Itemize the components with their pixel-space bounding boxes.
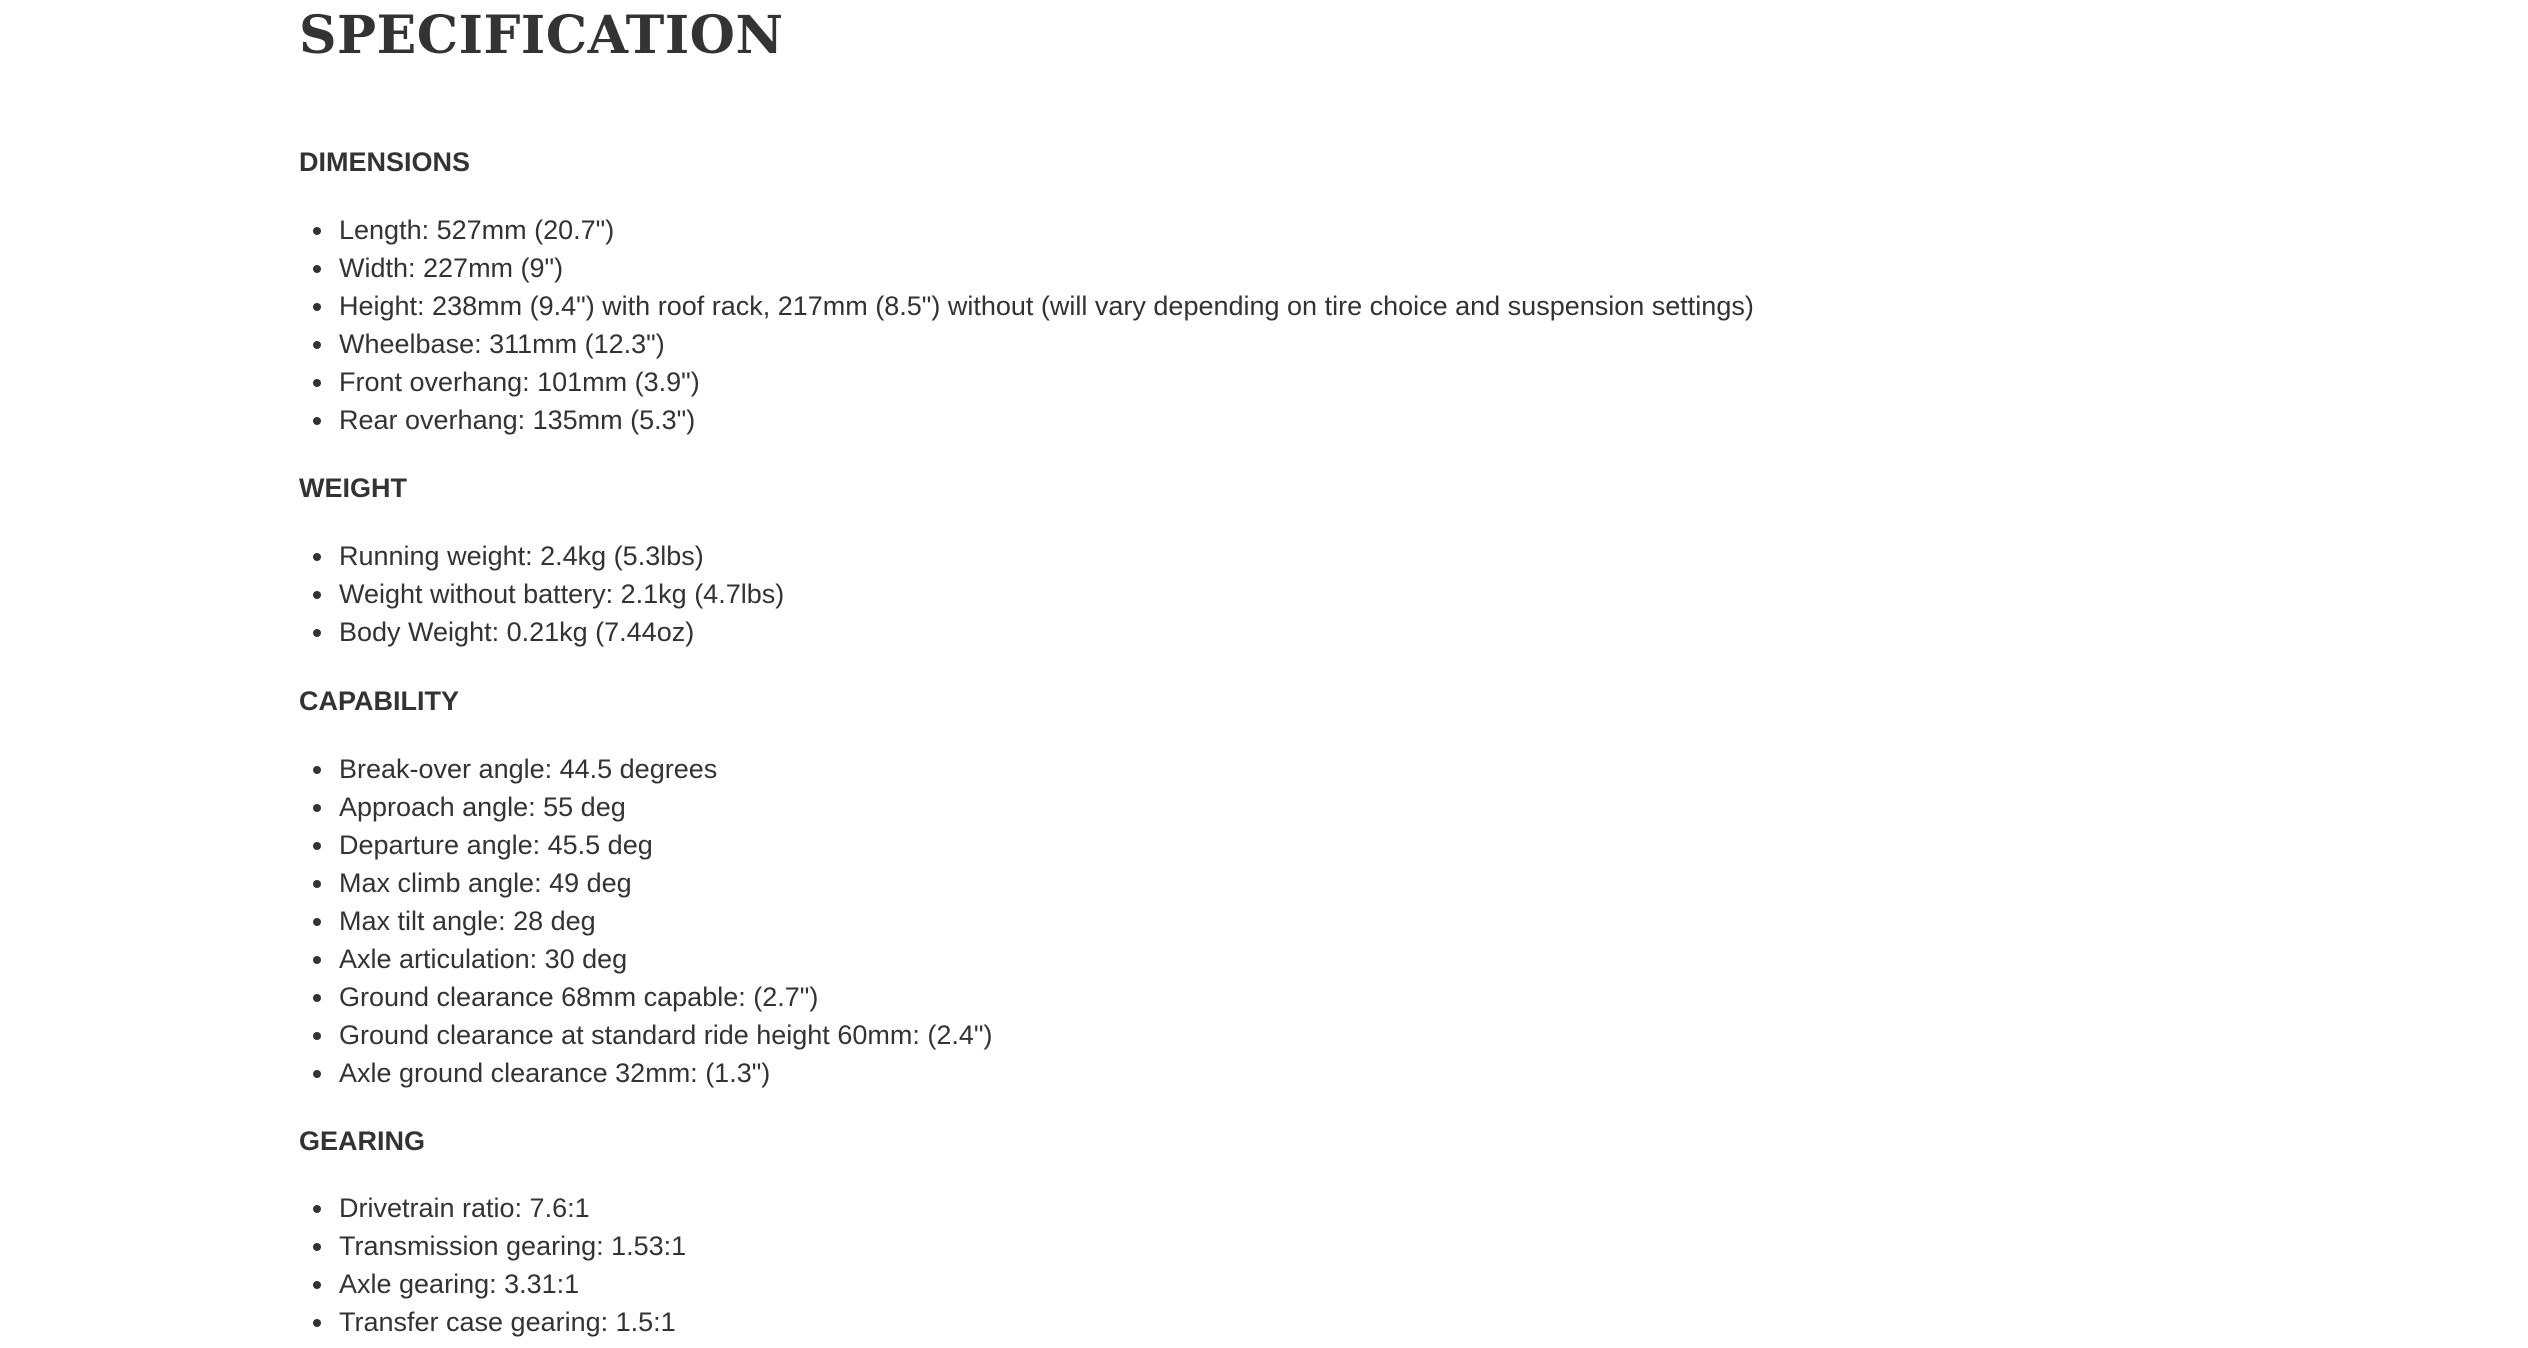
spec-list-weight — [299, 537, 784, 651]
list-item: Max tilt angle: 28 deg — [339, 902, 992, 940]
spec-content — [299, 0, 2299, 1337]
spec-list-gearing — [299, 1189, 686, 1341]
list-item: Axle articulation: 30 deg — [339, 940, 992, 978]
list-item: Max climb angle: 49 deg — [339, 864, 992, 902]
list-item: Axle ground clearance 32mm: (1.3") — [339, 1054, 992, 1092]
list-item: Running weight: 2.4kg (5.3lbs) — [339, 537, 784, 575]
list-item: Wheelbase: 311mm (12.3") — [339, 325, 1754, 363]
section-heading-capability: CAPABILITY — [299, 686, 459, 716]
list-item: Ground clearance 68mm capable: (2.7") — [339, 978, 992, 1016]
section-heading-dimensions: DIMENSIONS — [299, 147, 471, 177]
list-item: Rear overhang: 135mm (5.3") — [339, 401, 1754, 439]
list-item: Height: 238mm (9.4") with roof rack, 217mm (8.5") without (will vary depending on tire choice and suspension settings) — [339, 287, 1754, 325]
list-item: Drivetrain ratio: 7.6:1 — [339, 1189, 686, 1227]
list-item: Body Weight: 0.21kg (7.44oz) — [339, 613, 784, 651]
list-item: Ground clearance at standard ride height 60mm: (2.4") — [339, 1016, 992, 1054]
page-title: SPECIFICATION — [299, 5, 784, 66]
list-item: Axle gearing: 3.31:1 — [339, 1265, 686, 1303]
list-item: Front overhang: 101mm (3.9") — [339, 363, 1754, 401]
section-heading-weight: WEIGHT — [299, 473, 407, 503]
list-item: Break-over angle: 44.5 degrees — [339, 750, 992, 788]
list-item: Transfer case gearing: 1.5:1 — [339, 1303, 686, 1341]
spec-list-dimensions — [299, 211, 1754, 439]
list-item: Departure angle: 45.5 deg — [339, 826, 992, 864]
list-item: Weight without battery: 2.1kg (4.7lbs) — [339, 575, 784, 613]
list-item: Approach angle: 55 deg — [339, 788, 992, 826]
list-item: Length: 527mm (20.7") — [339, 211, 1754, 249]
list-item: Width: 227mm (9") — [339, 249, 1754, 287]
section-heading-gearing: GEARING — [299, 1126, 426, 1156]
list-item: Transmission gearing: 1.53:1 — [339, 1227, 686, 1265]
spec-list-capability — [299, 750, 992, 1092]
